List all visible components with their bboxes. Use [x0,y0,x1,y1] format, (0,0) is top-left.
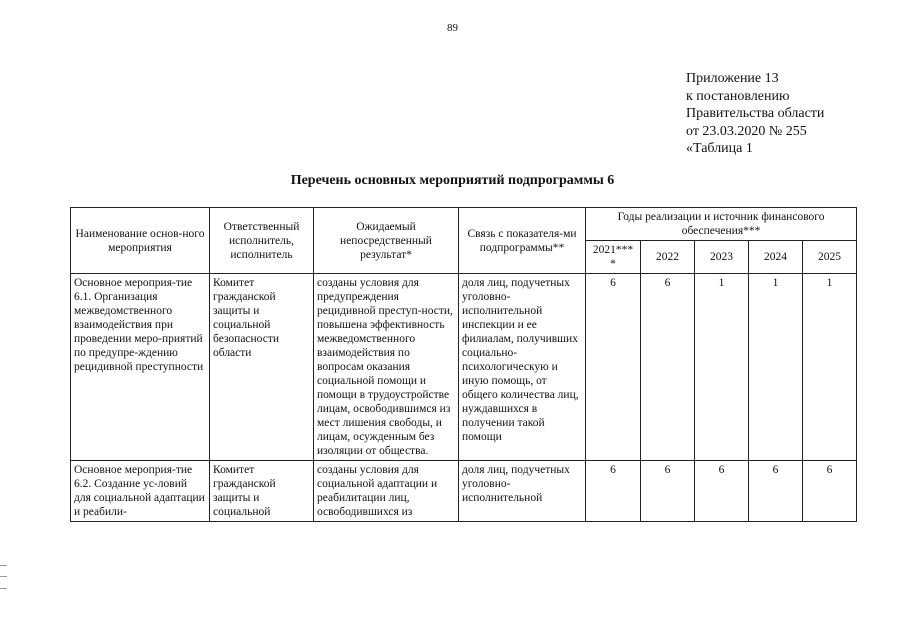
cell-text: созданы условия для социальной адаптации и реабилитации лиц, освободившихся из [317,464,438,518]
cell-executor: Комитет гражданской защиты и социальной безопасности области [210,274,314,461]
margin-mark [0,565,7,589]
cell-link: доля лиц, подучетных уголовно-исполнительной инспекции и ее филиалам, получивших социально-психологическую и иную помощь, от общего количества лиц, нуждавшихся в получении такой помощи [459,274,586,461]
appendix-block [686,70,824,158]
page-number: 89 [447,22,458,34]
cell-value: 6 [641,461,695,522]
header-name: Наименование основ-ного мероприятия [71,208,210,274]
measures-table [70,207,857,522]
appendix-line: к постановлению [686,88,790,104]
table-row [71,461,857,522]
header-executor: Ответственный исполнитель, исполнитель [210,208,314,274]
appendix-line: Правительства области [686,106,825,121]
cell-text: доля лиц, подучетных уголовно-исполнительной [462,464,570,504]
appendix-line: от 23.03.2020 № 255 [686,123,807,139]
cell-name: Основное мероприя-тие 6.1. Организация межведомственного взаимодействия при проведении меро-приятий по предупре-ждению рецидивной преступности [71,274,210,461]
cell-result: созданы условия для предупреждения рецидивной преступ-ности, повышена эффективность межведомственного взаимодействия по вопросам оказания социальной помощи и помощи в трудоустройстве лицам, освободившимся из мест лишения свободы, и лицам, осужденным без изоляции от общества. [314,274,459,461]
header-link: Связь с показателя-ми подпрограммы** [459,208,586,274]
table-title: Перечень основных мероприятий подпрограммы 6 [290,173,615,188]
cell-value: 1 [749,274,803,461]
cell-value: 6 [586,461,641,522]
header-year: 2024 [749,241,803,274]
cell-value: 1 [803,274,857,461]
header-result: Ожидаемый непосредственный результат* [314,208,459,274]
header-year: 2021*** * [586,241,641,274]
cell-value: 6 [803,461,857,522]
cell-name [71,461,210,522]
header-year: 2023 [695,241,749,274]
cell-value: 6 [749,461,803,522]
cell-value: 6 [641,274,695,461]
cell-value: 6 [695,461,749,522]
cell-executor [210,461,314,522]
header-years-group: Годы реализации и источник финансового обеспечения*** [586,208,857,241]
cell-result [314,461,459,522]
header-year: 2025 [803,241,857,274]
cell-value: 1 [695,274,749,461]
cell-link [459,461,586,522]
header-year: 2022 [641,241,695,274]
appendix-line: «Таблица 1 [686,141,753,156]
cell-text: Комитет гражданской защиты и социальной [213,464,276,518]
cell-value: 6 [586,274,641,461]
appendix-line: Приложение 13 [686,71,779,86]
table-row [71,274,857,461]
cell-text: Основное мероприя-тие 6.2. Создание ус-ловий для социальной адаптации и реабили- [74,464,205,518]
